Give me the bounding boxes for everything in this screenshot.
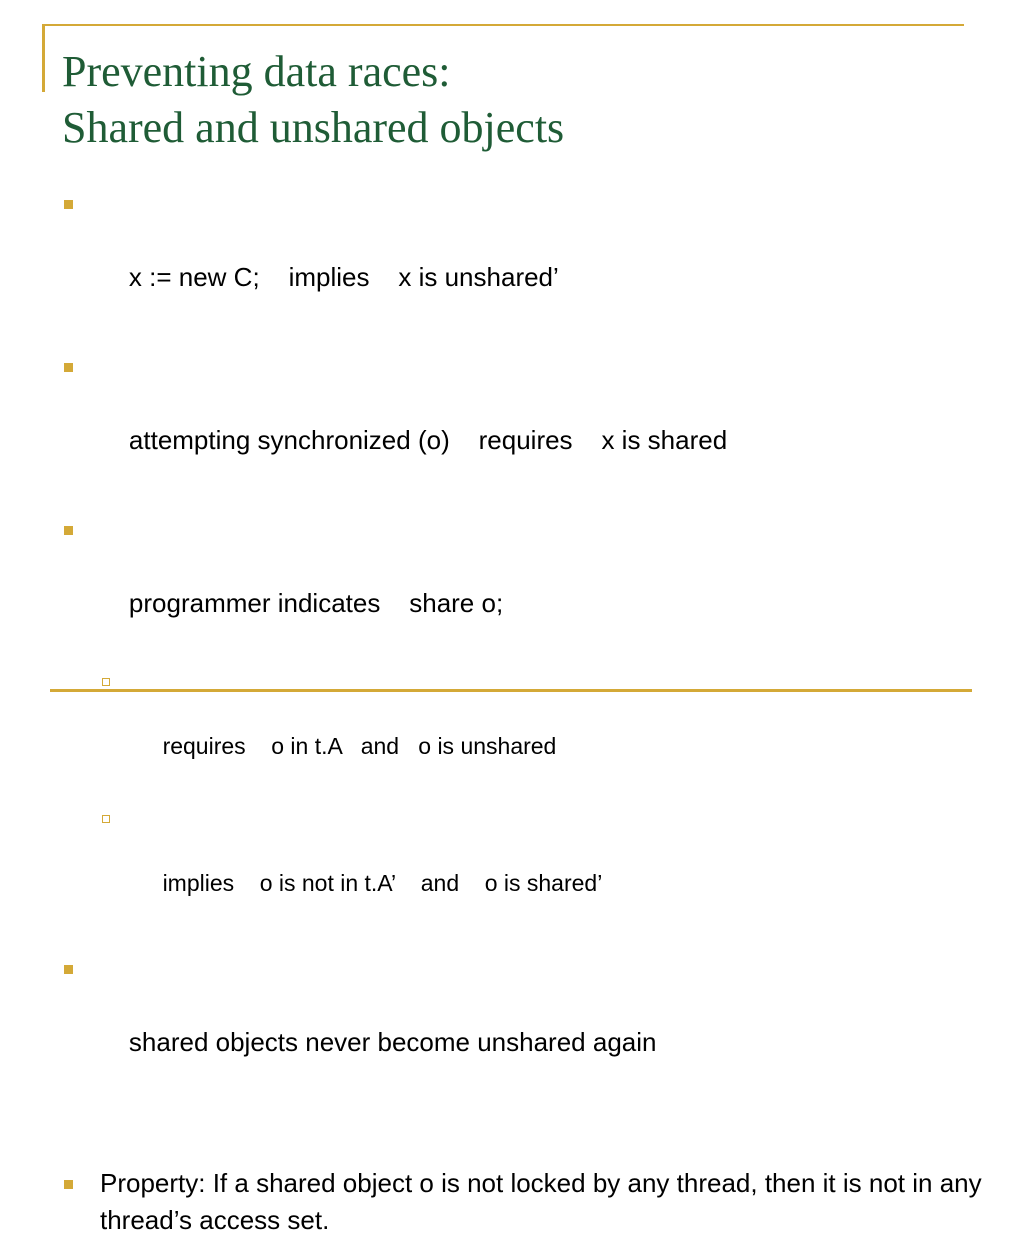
square-bullet-icon (64, 526, 73, 535)
slide-content (62, 185, 982, 1239)
square-bullet-icon (64, 965, 73, 974)
title-line-1: Preventing data races: (62, 47, 451, 96)
bullet-item (62, 185, 982, 333)
bullet-text: programmer indicates share o; (128, 588, 504, 618)
bullet-item (62, 1165, 982, 1239)
bullet-text: x := new C; implies x is unshared’ (128, 262, 559, 292)
title-line-2: Shared and unshared objects (62, 103, 565, 152)
bullet-item (62, 950, 982, 1098)
bullet-item (62, 348, 982, 496)
top-border-line (42, 24, 964, 26)
square-bullet-icon (64, 1180, 73, 1189)
sub-bullet-text: implies o is not in t.A’ and o is shared’ (162, 870, 603, 896)
bullet-text: attempting synchronized (o) requires x is shared (128, 425, 728, 455)
sub-bullet-item (62, 664, 982, 796)
bullet-text: shared objects never become unshared again (128, 1027, 657, 1057)
square-bullet-icon (64, 200, 73, 209)
bullet-item (62, 511, 982, 659)
hollow-square-bullet-icon (102, 815, 110, 823)
left-accent-line (42, 24, 45, 92)
slide-title (62, 44, 564, 156)
square-bullet-icon (64, 363, 73, 372)
sub-bullet-item (62, 801, 982, 933)
bullet-text: Property: If a shared object o is not locked by any thread, then it is not in any thread’s access set. (100, 1168, 982, 1235)
hollow-square-bullet-icon (102, 678, 110, 686)
sub-bullet-text: requires o in t.A and o is unshared (162, 733, 557, 759)
bottom-border-line (50, 689, 972, 692)
